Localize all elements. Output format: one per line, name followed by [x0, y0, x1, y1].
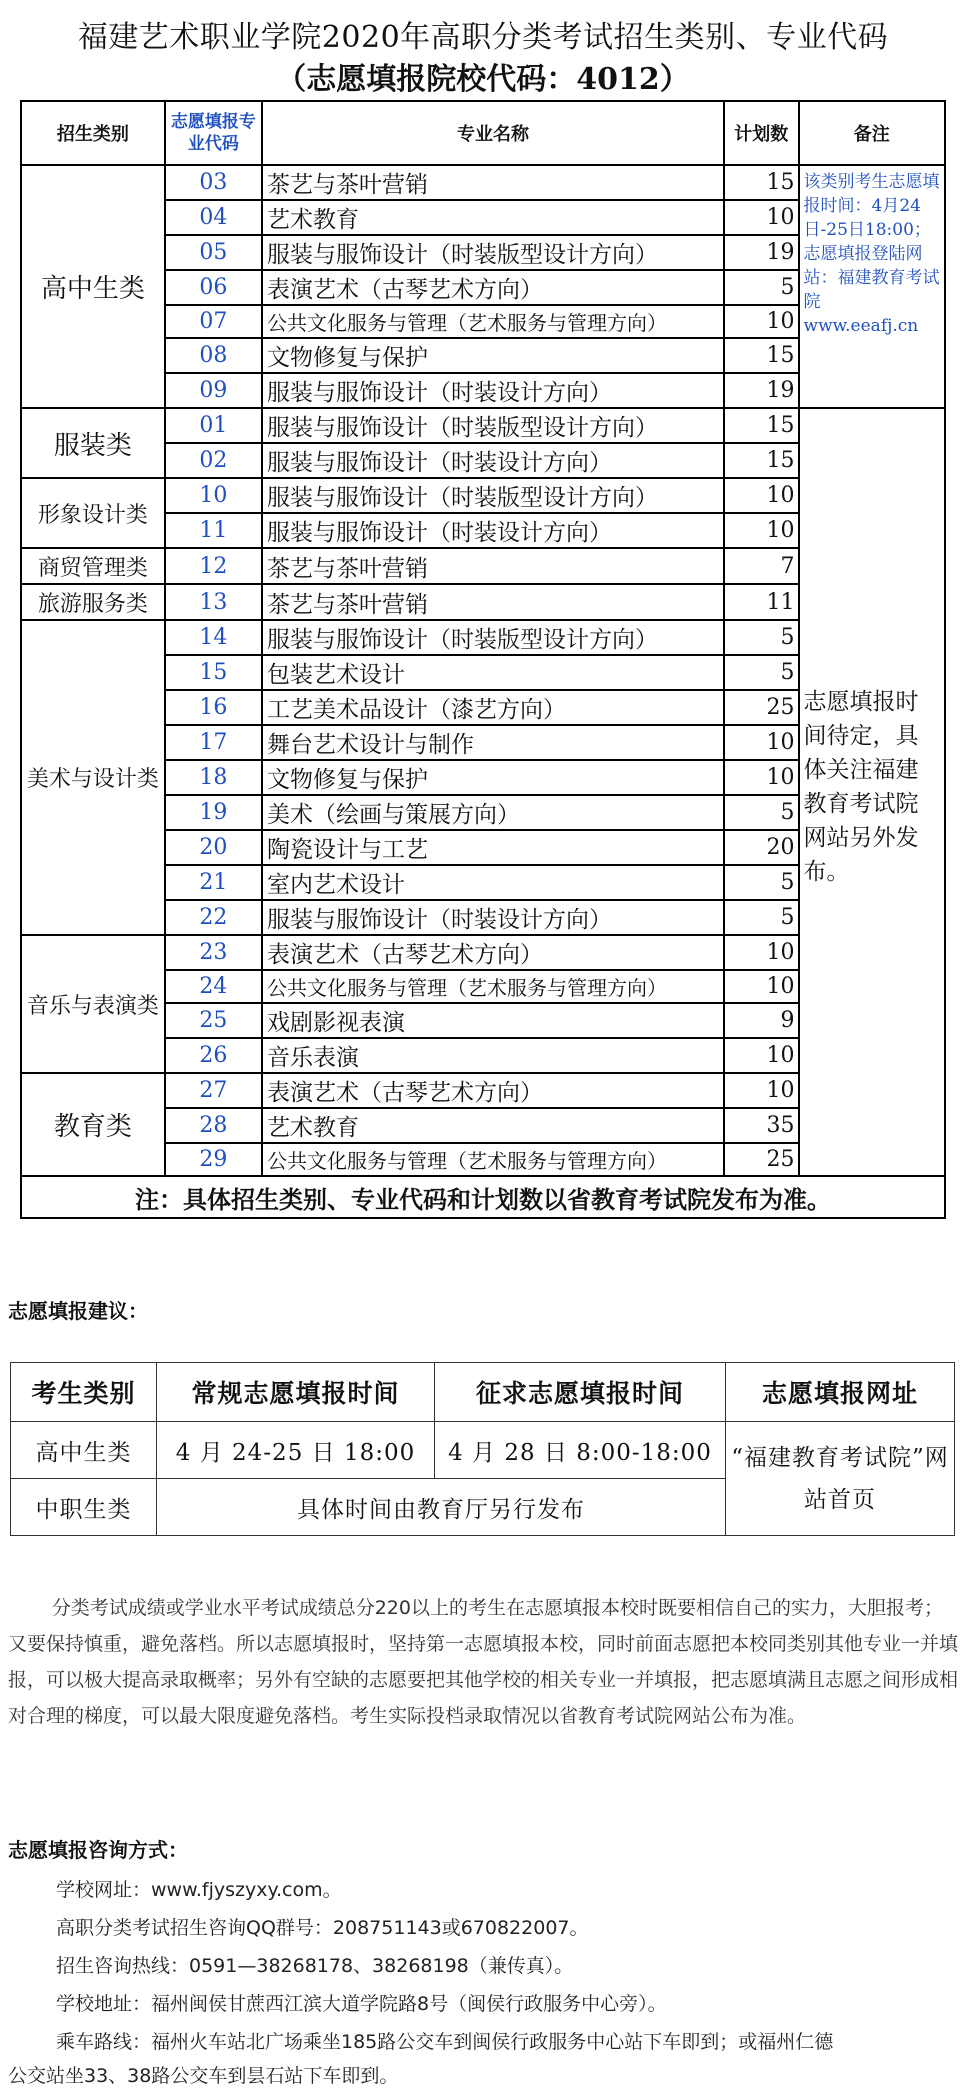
code-cell: 21: [165, 865, 262, 900]
schedule-header: 考生类别: [11, 1363, 157, 1422]
major-cell: 服装与服饰设计（时装设计方向）: [262, 900, 724, 935]
major-cell: 舞台艺术设计与制作: [262, 725, 724, 760]
major-cell: 茶艺与茶叶营销: [262, 548, 724, 584]
plan-cell: 5: [724, 795, 799, 830]
plan-cell: 20: [724, 830, 799, 865]
remark-text: 志愿填报时间待定，具体关注福建教育考试院网站另外发布。: [803, 689, 919, 885]
code-cell: 07: [165, 305, 262, 338]
remark-cell: [799, 165, 945, 408]
suggestion-heading: 志愿填报建议：: [8, 1299, 148, 1323]
schedule-header-row: [11, 1363, 955, 1422]
major-cell: 公共文化服务与管理（艺术服务与管理方向）: [262, 970, 724, 1003]
schedule-header: 常规志愿填报时间: [157, 1363, 435, 1422]
major-cell: 音乐表演: [262, 1038, 724, 1073]
code-cell: 04: [165, 200, 262, 235]
plan-cell: 10: [724, 305, 799, 338]
code-cell: 13: [165, 584, 262, 620]
table-row: [21, 408, 945, 443]
code-cell: 03: [165, 165, 262, 200]
schedule-table: [10, 1362, 955, 1536]
contact-qq: 高职分类考试招生咨询QQ群号：208751143或670822007。: [56, 1917, 589, 1939]
contact-route-cont: 公交站坐33、38路公交车到昙石站下车即到。: [8, 2065, 399, 2087]
code-cell: 11: [165, 513, 262, 548]
contact-address: 学校地址：福州闽侯甘蔗西江滨大道学院路8号（闽侯行政服务中心旁）。: [56, 1993, 667, 2015]
table-header-row: [21, 101, 945, 165]
major-cell: 文物修复与保护: [262, 338, 724, 373]
plan-cell: 10: [724, 200, 799, 235]
category-cell: 音乐与表演类: [21, 935, 165, 1073]
code-cell: 10: [165, 478, 262, 513]
schedule-header: 征求志愿填报时间: [435, 1363, 726, 1422]
major-cell: 室内艺术设计: [262, 865, 724, 900]
plan-cell: 10: [724, 1073, 799, 1108]
code-cell: 25: [165, 1003, 262, 1038]
major-cell: 服装与服饰设计（时装设计方向）: [262, 443, 724, 478]
advice-paragraph: 分类考试成绩或学业水平考试成绩总分220以上的考生在志愿填报本校时既要相信自己的实力，大胆报考；又要保持慎重，避免落档。所以志愿填报时，坚持第一志愿填报本校，同时前面志愿把本校同类别其他专业一并填报，可以极大提高录取概率；另外有空缺的志愿要把其他学校的相关专业一并填报，把志愿填满且志愿之间形成相对合理的梯度，可以最大限度避免落档。考生实际投档录取情况以省教育考试院网站公布为准。: [8, 1597, 959, 1727]
code-cell: 23: [165, 935, 262, 970]
header-category: 招生类别: [21, 101, 165, 165]
plan-cell: 19: [724, 373, 799, 408]
admission-table: [20, 100, 946, 1219]
contact-route: 乘车路线：福州火车站北广场乘坐185路公交车到闽侯行政服务中心站下车即到；或福州仁德: [56, 2031, 834, 2053]
major-cell: 文物修复与保护: [262, 760, 724, 795]
code-cell: 17: [165, 725, 262, 760]
table-body: [21, 165, 945, 1176]
major-cell: 公共文化服务与管理（艺术服务与管理方向）: [262, 1143, 724, 1176]
plan-cell: 10: [724, 970, 799, 1003]
category-cell: 美术与设计类: [21, 620, 165, 935]
category-cell: 服装类: [21, 408, 165, 478]
header-code: 志愿填报专业代码: [165, 101, 262, 165]
major-cell: 工艺美术品设计（漆艺方向）: [262, 690, 724, 725]
major-cell: 公共文化服务与管理（艺术服务与管理方向）: [262, 305, 724, 338]
schedule-regular: 4 月 24-25 日 18:00: [157, 1422, 435, 1479]
schedule-solicit: 4 月 28 日 8:00-18:00: [435, 1422, 726, 1479]
header-plan: 计划数: [724, 101, 799, 165]
code-cell: 22: [165, 900, 262, 935]
plan-cell: 19: [724, 235, 799, 270]
code-cell: 27: [165, 1073, 262, 1108]
code-cell: 02: [165, 443, 262, 478]
code-cell: 15: [165, 655, 262, 690]
title-line-2: （志愿填报院校代码：4012）: [276, 62, 690, 97]
major-cell: 服装与服饰设计（时装设计方向）: [262, 373, 724, 408]
plan-cell: 15: [724, 165, 799, 200]
schedule-type: 中职生类: [11, 1479, 157, 1536]
code-cell: 19: [165, 795, 262, 830]
major-cell: 陶瓷设计与工艺: [262, 830, 724, 865]
plan-cell: 9: [724, 1003, 799, 1038]
plan-cell: 5: [724, 270, 799, 305]
major-cell: 服装与服饰设计（时装版型设计方向）: [262, 235, 724, 270]
major-cell: 服装与服饰设计（时装设计方向）: [262, 513, 724, 548]
major-cell: 服装与服饰设计（时装版型设计方向）: [262, 478, 724, 513]
major-cell: 茶艺与茶叶营销: [262, 584, 724, 620]
plan-cell: 10: [724, 513, 799, 548]
major-cell: 表演艺术（古琴艺术方向）: [262, 935, 724, 970]
major-cell: 表演艺术（古琴艺术方向）: [262, 270, 724, 305]
plan-cell: 35: [724, 1108, 799, 1143]
plan-cell: 25: [724, 690, 799, 725]
plan-cell: 10: [724, 760, 799, 795]
major-cell: 艺术教育: [262, 1108, 724, 1143]
plan-cell: 10: [724, 478, 799, 513]
plan-cell: 7: [724, 548, 799, 584]
plan-cell: 15: [724, 443, 799, 478]
plan-cell: 5: [724, 620, 799, 655]
schedule-header: 志愿填报网址: [726, 1363, 955, 1422]
code-cell: 26: [165, 1038, 262, 1073]
code-cell: 24: [165, 970, 262, 1003]
plan-cell: 15: [724, 338, 799, 373]
table-row: [21, 165, 945, 200]
contact-heading: 志愿填报咨询方式：: [8, 1838, 188, 1862]
schedule-merged: 具体时间由教育厅另行发布: [157, 1479, 726, 1536]
plan-cell: 10: [724, 935, 799, 970]
plan-cell: 10: [724, 725, 799, 760]
code-cell: 05: [165, 235, 262, 270]
code-cell: 16: [165, 690, 262, 725]
plan-cell: 5: [724, 655, 799, 690]
remark-cell: [799, 408, 945, 1176]
category-cell: 商贸管理类: [21, 548, 165, 584]
plan-cell: 25: [724, 1143, 799, 1176]
schedule-row: [11, 1422, 955, 1479]
major-cell: 包装艺术设计: [262, 655, 724, 690]
major-cell: 戏剧影视表演: [262, 1003, 724, 1038]
major-cell: 茶艺与茶叶营销: [262, 165, 724, 200]
remark-text: 该类别考生志愿填报时间：4月24日-25日18:00；志愿填报登陆网站：福建教育考试院 www.eeafj.cn: [803, 172, 940, 336]
major-cell: 服装与服饰设计（时装版型设计方向）: [262, 408, 724, 443]
contact-website: 学校网址：www.fjyszyxy.com。: [56, 1879, 342, 1901]
plan-cell: 5: [724, 900, 799, 935]
title-line-1: 福建艺术职业学院2020年高职分类考试招生类别、专业代码: [77, 20, 889, 55]
category-cell: 形象设计类: [21, 478, 165, 548]
plan-cell: 15: [724, 408, 799, 443]
code-cell: 18: [165, 760, 262, 795]
contact-hotline: 招生咨询热线：0591—38268178、38268198（兼传真）。: [56, 1955, 574, 1977]
major-cell: 艺术教育: [262, 200, 724, 235]
code-cell: 12: [165, 548, 262, 584]
schedule-type: 高中生类: [11, 1422, 157, 1479]
code-cell: 28: [165, 1108, 262, 1143]
table-note-row: [21, 1176, 945, 1218]
code-cell: 09: [165, 373, 262, 408]
code-cell: 20: [165, 830, 262, 865]
header-remark: 备注: [799, 101, 945, 165]
code-cell: 01: [165, 408, 262, 443]
schedule-url: “福建教育考试院”网站首页: [726, 1422, 955, 1536]
code-cell: 06: [165, 270, 262, 305]
code-cell: 29: [165, 1143, 262, 1176]
major-cell: 美术（绘画与策展方向）: [262, 795, 724, 830]
table-note: 注：具体招生类别、专业代码和计划数以省教育考试院发布为准。: [21, 1176, 945, 1218]
category-cell: 旅游服务类: [21, 584, 165, 620]
plan-cell: 5: [724, 865, 799, 900]
code-cell: 14: [165, 620, 262, 655]
category-cell: 教育类: [21, 1073, 165, 1176]
major-cell: 表演艺术（古琴艺术方向）: [262, 1073, 724, 1108]
major-cell: 服装与服饰设计（时装版型设计方向）: [262, 620, 724, 655]
code-cell: 08: [165, 338, 262, 373]
plan-cell: 10: [724, 1038, 799, 1073]
header-major: 专业名称: [262, 101, 724, 165]
category-cell: 高中生类: [21, 165, 165, 408]
plan-cell: 11: [724, 584, 799, 620]
